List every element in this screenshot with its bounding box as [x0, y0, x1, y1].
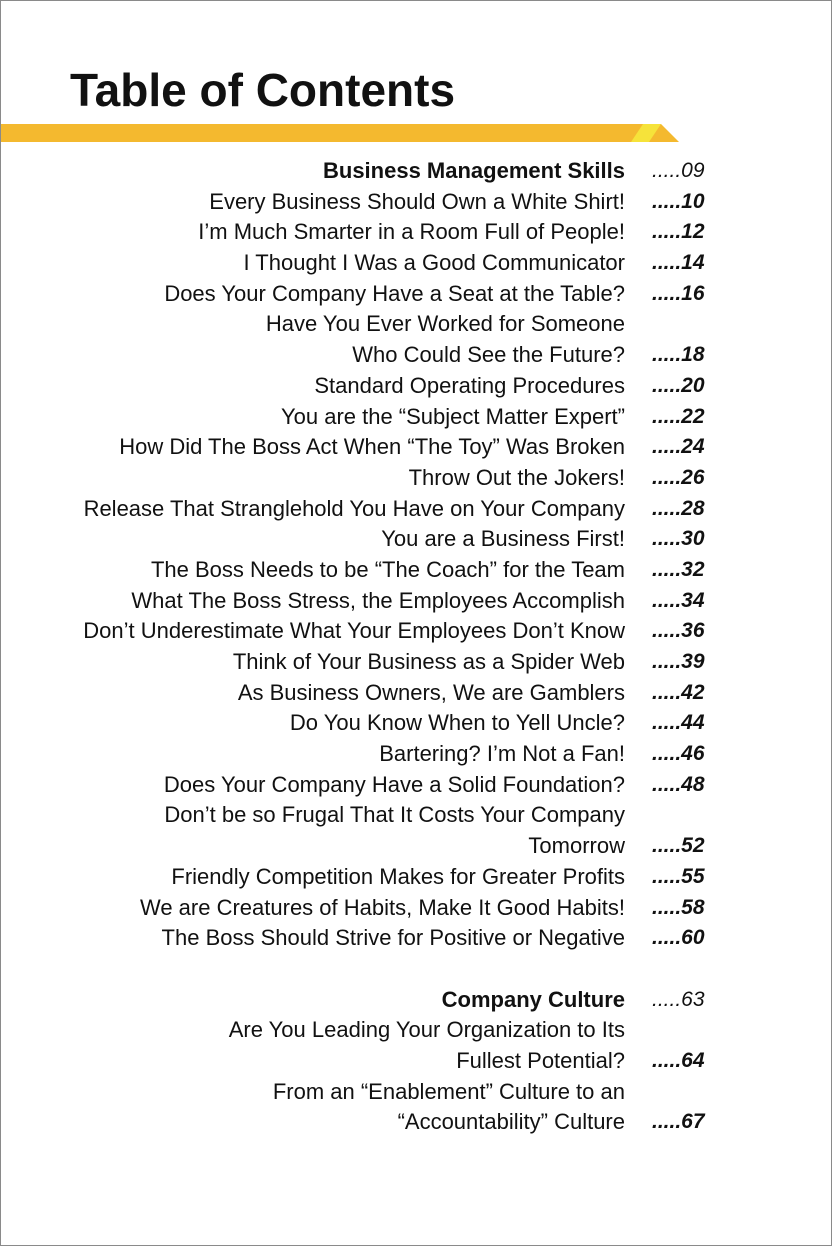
toc-entry	[0, 463, 832, 494]
accent-bar	[1, 124, 679, 142]
page-number: .....18	[652, 343, 705, 367]
entry-title: Do You Know When to Yell Uncle?	[289, 710, 625, 736]
toc-entry	[0, 1107, 832, 1138]
page-number: .....36	[652, 619, 705, 643]
toc-entry	[0, 708, 832, 739]
page-number: .....30	[652, 527, 705, 551]
page-number: .....34	[652, 588, 705, 612]
entry-title: The Boss Should Strive for Positive or Negative	[161, 925, 625, 951]
toc-entry	[0, 402, 832, 433]
entry-title: I’m Much Smarter in a Room Full of People!	[198, 219, 625, 245]
toc-entry	[0, 340, 832, 371]
entry-title: From an “Enablement” Culture to an	[272, 1078, 625, 1104]
entry-title: How Did The Boss Act When “The Toy” Was Broken	[119, 434, 625, 460]
entry-title: Throw Out the Jokers!	[408, 464, 625, 490]
toc-entry	[0, 248, 832, 279]
page-number: .....14	[652, 251, 705, 275]
entry-title: Are You Leading Your Organization to Its	[228, 1017, 625, 1043]
toc-entry	[0, 862, 832, 893]
entry-title: What The Boss Stress, the Employees Accomplish	[131, 587, 625, 613]
toc-entry	[0, 494, 832, 525]
entry-title: Release That Stranglehold You Have on Your Company	[83, 495, 625, 521]
page-number: .....16	[652, 281, 705, 305]
page-number: .....48	[652, 772, 705, 796]
toc-list	[0, 156, 832, 1138]
entry-title: Every Business Should Own a White Shirt!	[209, 188, 625, 214]
entry-title: Don’t Underestimate What Your Employees Don’t Know	[83, 618, 625, 644]
toc-entry	[0, 586, 832, 617]
toc-entry	[0, 678, 832, 709]
accent-bar-fill	[1, 124, 679, 142]
page-number: .....67	[652, 1110, 705, 1134]
page-number: .....60	[652, 926, 705, 950]
page-number: .....58	[652, 895, 705, 919]
entry-title: You are the “Subject Matter Expert”	[280, 403, 625, 429]
toc-entry	[0, 524, 832, 555]
page-number: .....26	[652, 465, 705, 489]
entry-title: Think of Your Business as a Spider Web	[232, 649, 625, 674]
page-number: .....12	[652, 220, 705, 244]
page-number: .....28	[652, 496, 705, 520]
toc-entry	[0, 217, 832, 248]
toc-entry	[0, 1077, 832, 1108]
toc-section-heading	[0, 156, 832, 187]
entry-title: Have You Ever Worked for Someone	[265, 311, 625, 337]
section-title: Company Culture	[441, 986, 625, 1012]
entry-title: As Business Owners, We are Gamblers	[237, 679, 625, 705]
page-number: .....09	[652, 159, 705, 182]
page-number: .....32	[652, 557, 705, 581]
page-number: .....64	[652, 1048, 705, 1072]
entry-title: I Thought I Was a Good Communicator	[243, 250, 625, 276]
entry-title: Fullest Potential?	[456, 1047, 625, 1073]
toc-entry	[0, 1046, 832, 1077]
page-number: .....10	[652, 189, 705, 213]
toc-entry	[0, 371, 832, 402]
page-number: .....63	[652, 987, 705, 1011]
toc-entry	[0, 616, 832, 647]
toc-entry	[0, 739, 832, 770]
page-number: .....44	[652, 711, 705, 735]
entry-title: “Accountability” Culture	[397, 1109, 625, 1135]
toc-entry	[0, 432, 832, 463]
toc-entry	[0, 647, 832, 678]
toc-entry	[0, 923, 832, 954]
section-title: Business Management Skills	[323, 158, 625, 183]
entry-title: The Boss Needs to be “The Coach” for the Team	[150, 556, 625, 582]
entry-title: Bartering? I’m Not a Fan!	[379, 741, 625, 767]
page-number: .....52	[652, 834, 705, 858]
entry-title: Standard Operating Procedures	[314, 372, 625, 398]
toc-entry	[0, 555, 832, 586]
toc-entry	[0, 893, 832, 924]
page-number: .....42	[652, 680, 705, 704]
toc-entry	[0, 187, 832, 218]
page-number: .....22	[652, 404, 705, 428]
entry-title: Friendly Competition Makes for Greater Profits	[171, 863, 625, 889]
entry-title: Does Your Company Have a Seat at the Table?	[164, 280, 625, 306]
toc-entry	[0, 1015, 832, 1046]
toc-entry	[0, 770, 832, 801]
entry-title: Does Your Company Have a Solid Foundation?	[163, 771, 625, 797]
toc-entry	[0, 309, 832, 340]
entry-title: Who Could See the Future?	[352, 342, 625, 368]
page-number: .....20	[652, 373, 705, 397]
entry-title: Don’t be so Frugal That It Costs Your Company	[164, 802, 625, 828]
page-number: .....24	[652, 435, 705, 459]
toc-entry	[0, 279, 832, 310]
page-title: Table of Contents	[70, 64, 456, 116]
toc-spacer	[0, 954, 832, 985]
page-number: .....39	[652, 650, 705, 673]
toc-entry	[0, 800, 832, 831]
page-number: .....46	[652, 742, 705, 766]
entry-title: We are Creatures of Habits, Make It Good Habits!	[139, 894, 625, 920]
page-number: .....55	[652, 864, 705, 888]
toc-section-heading	[0, 985, 832, 1016]
entry-title: Tomorrow	[528, 833, 625, 859]
toc-entry	[0, 831, 832, 862]
entry-title: You are a Business First!	[381, 526, 625, 552]
